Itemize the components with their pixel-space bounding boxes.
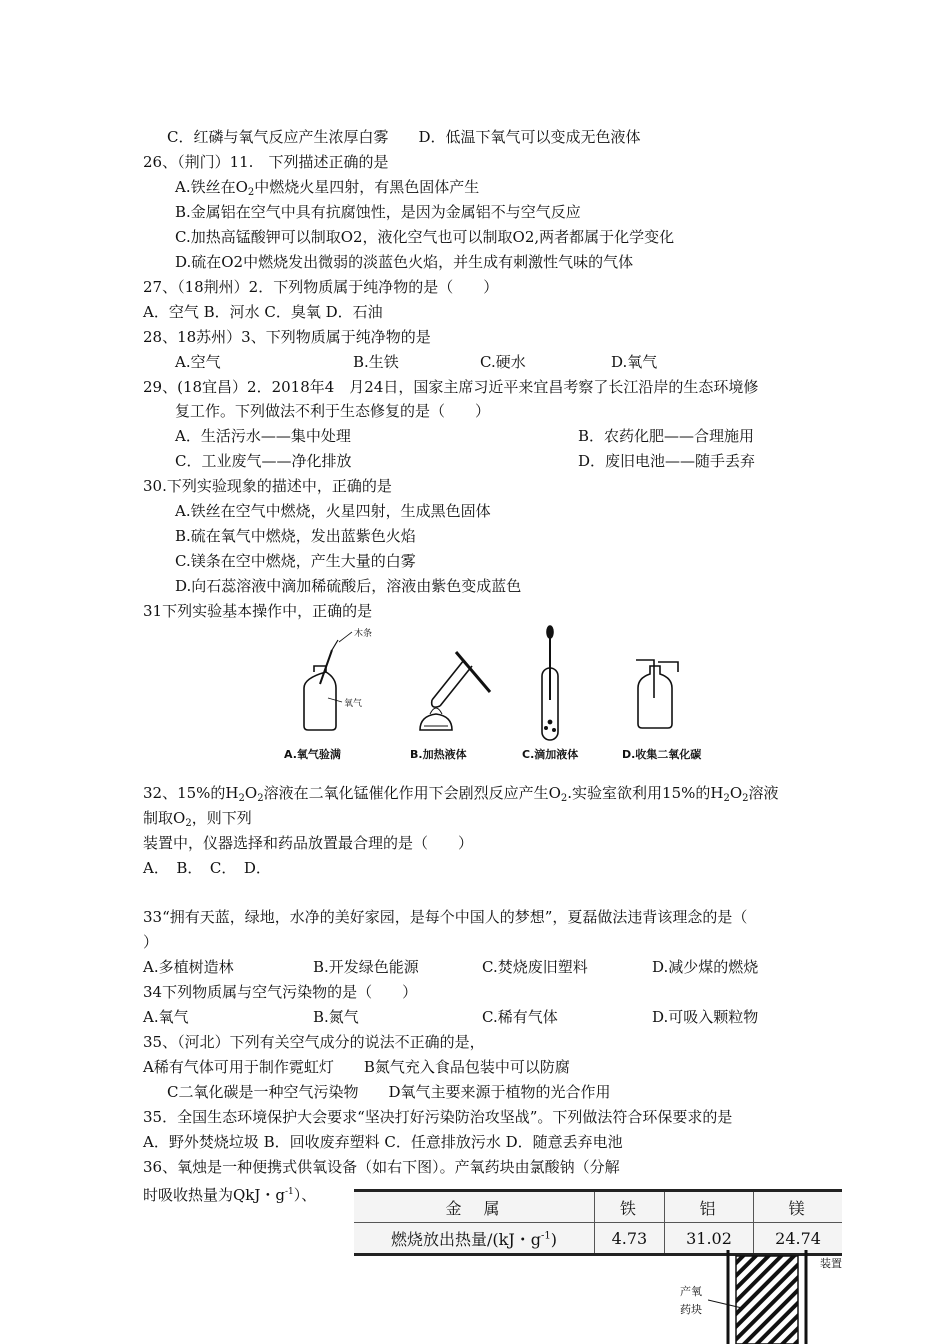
q31-apparatus-figure — [280, 622, 720, 767]
q29-option-c: C．工业废气——净化排放 — [175, 452, 352, 470]
q33-stem-cont: ） — [143, 933, 159, 951]
q33-option-d: D.减少煤的燃烧 — [652, 958, 759, 976]
q30-stem: 30.下列实验现象的描述中，正确的是 — [143, 477, 392, 495]
q32-stem-line1: 32、15%的$H_2O_2$溶液在二氧化锰催化作用下会剧烈反应产生$O_2$.实验室欲利用15%的$H_2O_2$溶液 — [143, 784, 779, 804]
q36-stem-cont: 时吸收热量为QkJ・$g^{-1}$）、 — [143, 1186, 317, 1204]
q32-options: A． B． C． D． — [143, 859, 271, 877]
q26-stem: 26、（荆门）11. 下列描述正确的是 — [143, 153, 389, 171]
table-row-label: 燃烧放出热量/(kJ・$g^{-1}$) — [354, 1223, 595, 1255]
label-oxygen: 氧气 — [344, 699, 363, 709]
q35b-stem: 35．全国生态环境保护大会要求“坚决打好污染防治攻坚战”。下列做法符合环保要求的是 — [143, 1108, 733, 1126]
q25-options-cd: C．红磷与氧气反应产生浓厚白雾 D．低温下氧气可以变成无色液体 — [167, 128, 641, 146]
caption-b: B.加热液体 — [410, 748, 467, 761]
q31-stem: 31下列实验基本操作中，正确的是 — [143, 602, 373, 620]
q33-option-b: B.开发绿色能源 — [313, 958, 419, 976]
q26-option-c: C.加热高锰酸钾可以制取O2，液化空气也可以制取O2,两者都属于化学变化 — [175, 228, 675, 246]
q30-option-d: D.向石蕊溶液中滴加稀硫酸后，溶液由紫色变成蓝色 — [175, 577, 522, 595]
q32-stem-line3: 装置中，仪器选择和药品放置最合理的是（ ） — [143, 834, 474, 852]
q28-option-a: A.空气 — [175, 353, 221, 371]
q26-option-b: B.金属铝在空气中具有抗腐蚀性，是因为金属铝不与空气反应 — [175, 203, 581, 221]
device-label: 装置 — [820, 1257, 842, 1270]
q30-option-c: C.镁条在空中燃烧，产生大量的白雾 — [175, 552, 416, 570]
q28-option-c: C.硬水 — [480, 353, 526, 371]
table-header-cell: 铁 — [595, 1191, 665, 1223]
table-cell: 31.02 — [664, 1223, 753, 1255]
table-header-cell: 金 属 — [354, 1191, 595, 1223]
q29-option-a: A．生活污水——集中处理 — [175, 427, 351, 445]
oxygen-candle-device-figure — [708, 1250, 812, 1344]
q35-options-ab: A稀有气体可用于制作霓虹灯 B氮气充入食品包装中可以防腐 — [143, 1058, 570, 1076]
table-cell: 4.73 — [595, 1223, 665, 1255]
oxygen-block-label-1: 产氧 — [680, 1285, 702, 1298]
caption-c: C.滴加液体 — [522, 748, 579, 761]
dropper-test-tube-icon — [542, 626, 558, 740]
q27-options: A．空气 B．河水 C．臭氧 D．石油 — [143, 303, 383, 321]
q34-option-a: A.氧气 — [143, 1008, 189, 1026]
test-tube-heating-icon — [420, 652, 490, 730]
oxygen-block-label-2: 药块 — [680, 1303, 702, 1316]
q29-option-d: D．废旧电池——随手丢弃 — [578, 452, 756, 470]
caption-d: D.收集二氧化碳 — [622, 748, 702, 761]
metal-heat-table — [354, 1189, 842, 1256]
table-header-cell: 铝 — [664, 1191, 753, 1223]
q34-option-d: D.可吸入颗粒物 — [652, 1008, 759, 1026]
caption-a: A.氧气验满 — [284, 748, 341, 761]
table-cell: 24.74 — [775, 1228, 821, 1248]
q34-option-c: C.稀有气体 — [482, 1008, 558, 1026]
q29-stem: 29、(18宜昌）2．2018年4 月24日，国家主席习近平来宜昌考察了长江沿岸的生态环境修 — [143, 378, 759, 396]
q28-option-b: B.生铁 — [353, 353, 399, 371]
q26-option-a: A.铁丝在$O_2$中燃烧火星四射，有黑色固体产生 — [175, 178, 480, 198]
label-wood-stick: 木条 — [354, 629, 373, 639]
q30-option-b: B.硫在氧气中燃烧，发出蓝紫色火焰 — [175, 527, 416, 545]
q28-stem: 28、18苏州）3、下列物质属于纯净物的是 — [143, 328, 431, 346]
q34-option-b: B.氮气 — [313, 1008, 359, 1026]
q29-stem-cont: 复工作。下列做法不利于生态修复的是（ ） — [175, 402, 491, 420]
q33-option-a: A.多植树造林 — [143, 958, 234, 976]
q27-stem: 27、（18荆州）2．下列物质属于纯净物的是（ ） — [143, 278, 499, 296]
q34-stem: 34下列物质属与空气污染物的是（ ） — [143, 983, 418, 1001]
q26-option-d: D.硫在O2中燃烧发出微弱的淡蓝色火焰，并生成有刺激性气味的气体 — [175, 253, 634, 271]
q30-option-a: A.铁丝在空气中燃烧，火星四射，生成黑色固体 — [175, 502, 491, 520]
gas-collecting-bottle-icon — [636, 660, 678, 728]
oxygen-bottle-icon — [304, 632, 352, 730]
q35-options-cd: C二氧化碳是一种空气污染物 D氧气主要来源于植物的光合作用 — [167, 1083, 611, 1101]
table-header-row — [354, 1191, 842, 1223]
q36-stem: 36、氧烛是一种便携式供氧设备（如右下图）。产氧药块由氯酸钠（分解 — [143, 1158, 620, 1176]
q33-option-c: C.焚烧废旧塑料 — [482, 958, 588, 976]
q33-stem: 33“拥有天蓝，绿地，水净的美好家园，是每个中国人的梦想”，夏磊做法违背该理念的是（ — [143, 908, 748, 926]
q35b-options: A．野外焚烧垃圾 B．回收废弃塑料 C．任意排放污水 D．随意丢弃电池 — [143, 1133, 623, 1151]
q28-option-d: D.氧气 — [611, 353, 658, 371]
q35-stem: 35、（河北）下列有关空气成分的说法不正确的是， — [143, 1033, 485, 1051]
q32-stem-line2: 制取$O_2$，则下列 — [143, 809, 252, 829]
table-header-cell: 镁 — [754, 1191, 842, 1223]
q29-option-b: B．农药化肥——合理施用 — [578, 427, 755, 445]
